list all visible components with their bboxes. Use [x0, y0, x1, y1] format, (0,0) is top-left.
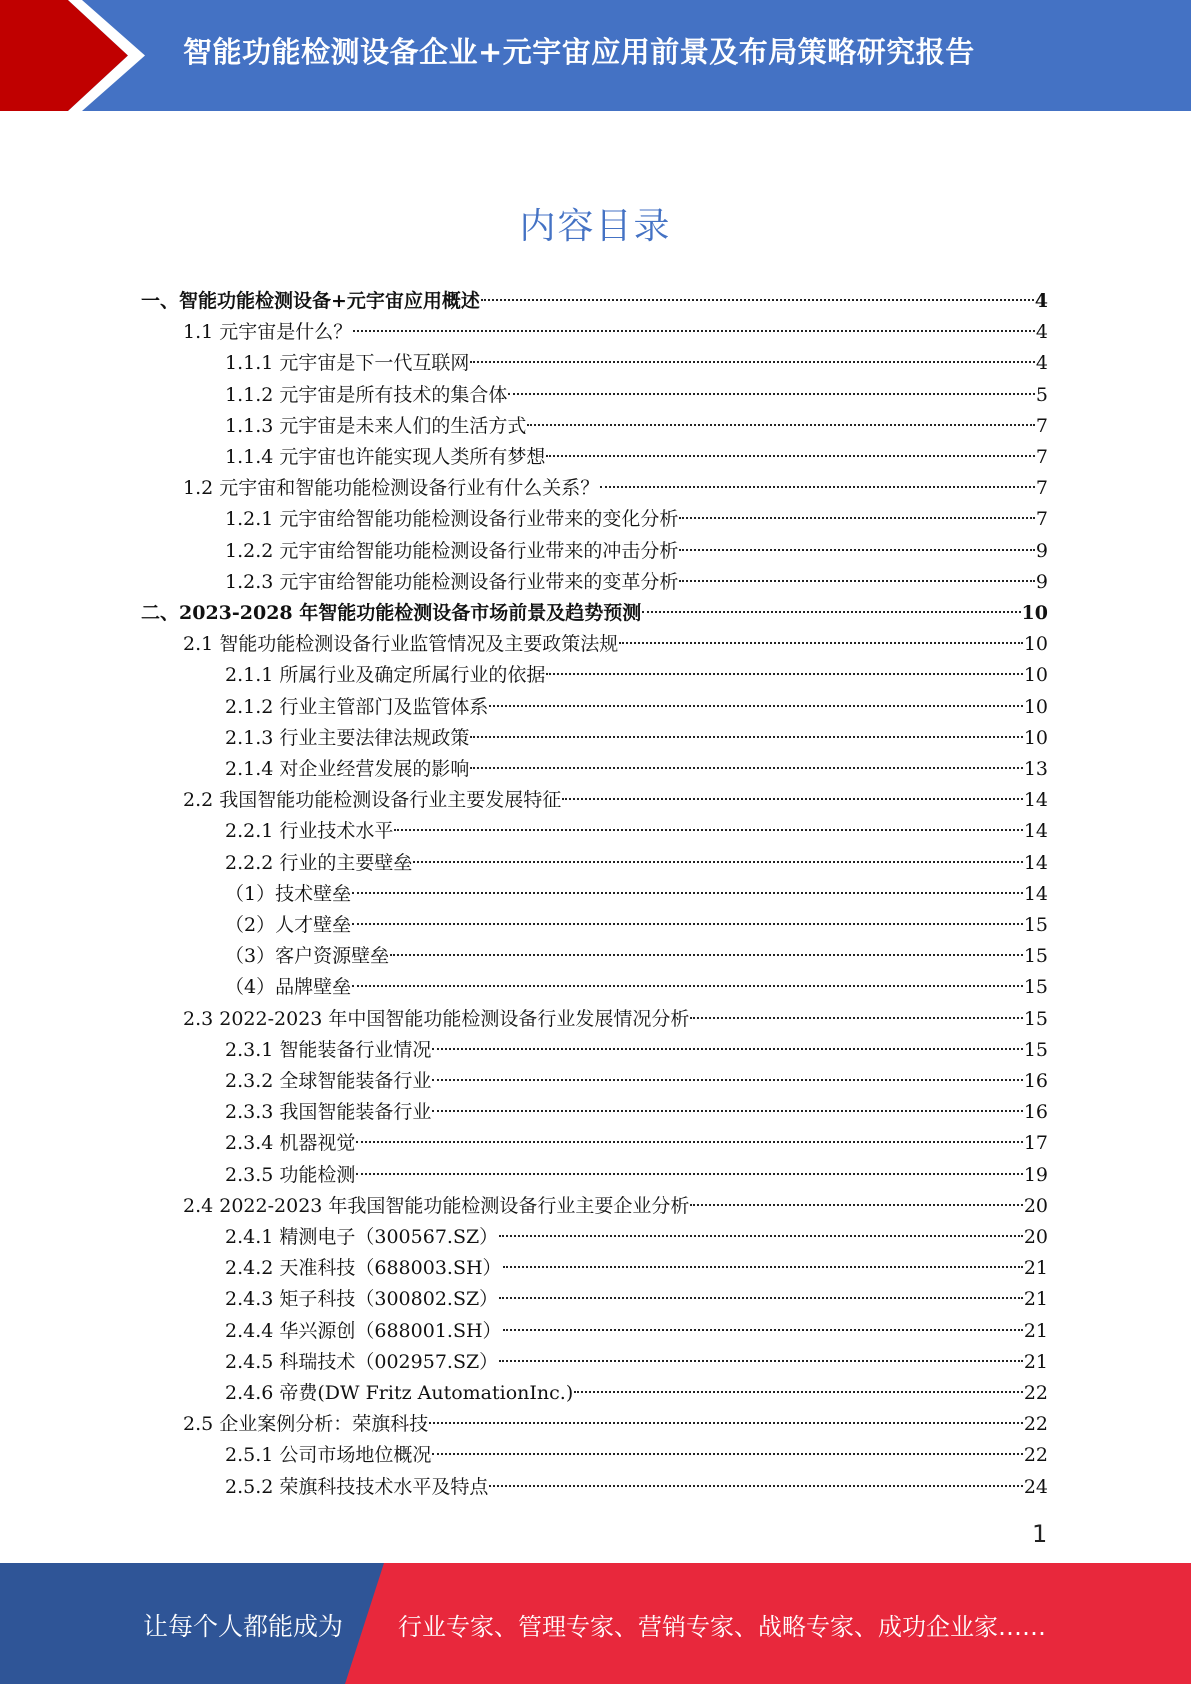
toc-entry-title: 1.2 元宇宙和智能功能检测设备行业有什么关系？ [183, 477, 600, 500]
toc-entry-title: 2.4.2 天准科技（688003.SH） [225, 1257, 502, 1280]
toc-entry-page: 15 [1023, 1038, 1048, 1061]
toc-entry-title: 1.1.4 元宇宙也许能实现人类所有梦想 [225, 446, 546, 468]
toc-entry-page: 14 [1023, 820, 1048, 843]
toc-dot-leader [679, 549, 1035, 551]
toc-entry-page: 7 [1035, 446, 1048, 468]
toc-entry-title: 1.1.2 元宇宙是所有技术的集合体 [225, 383, 508, 406]
report-title: 智能功能检测设备企业+元宇宙应用前景及布局策略研究报告 [183, 35, 975, 69]
toc-entry-title: 1.1 元宇宙是什么？ [183, 321, 353, 344]
toc-entry[interactable] [225, 754, 1048, 785]
toc-entry-title: 2.5 企业案例分析：荣旗科技 [183, 1413, 429, 1436]
toc-entry-title: 2.1.3 行业主要法律法规政策 [225, 726, 470, 749]
toc-entry-page: 10 [1023, 633, 1048, 656]
toc-entry[interactable] [225, 972, 1048, 1003]
toc-entry-page: 21 [1023, 1319, 1048, 1342]
toc-entry-title: 2.5.1 公司市场地位概况 [225, 1444, 432, 1467]
header-arrow-decoration [0, 0, 160, 111]
toc-entry-title: 2.4.5 科瑞技术（002957.SZ） [225, 1350, 499, 1373]
toc-dot-leader [503, 1329, 1023, 1331]
toc-entry-page: 15 [1023, 945, 1048, 968]
toc-entry[interactable] [225, 567, 1048, 598]
toc-entry[interactable] [225, 1378, 1048, 1409]
toc-dot-leader [527, 424, 1035, 426]
toc-dot-leader [690, 1204, 1022, 1206]
toc-entry-page: 22 [1023, 1382, 1048, 1404]
toc-entry[interactable] [183, 629, 1048, 660]
toc-entry-title: 2.1 智能功能检测设备行业监管情况及主要政策法规 [183, 633, 619, 656]
toc-dot-leader [489, 705, 1022, 707]
toc-entry-title: 2.3.1 智能装备行业情况 [225, 1038, 432, 1061]
toc-dot-leader [432, 1110, 1022, 1112]
toc-entry[interactable] [225, 692, 1048, 723]
toc-entry[interactable] [225, 910, 1048, 941]
toc-dot-leader [470, 767, 1022, 769]
toc-dot-leader [508, 393, 1035, 395]
toc-entry-page: 7 [1035, 477, 1048, 500]
toc-entry-page: 16 [1023, 1070, 1048, 1092]
toc-dot-leader [546, 673, 1022, 675]
toc-entry[interactable] [225, 442, 1048, 473]
toc-entry-page: 14 [1023, 882, 1048, 905]
toc-entry[interactable] [225, 411, 1048, 442]
toc-entry-title: 2.3.4 机器视觉 [225, 1132, 356, 1155]
toc-entry-page: 20 [1023, 1194, 1048, 1217]
toc-entry-title: 1.1.3 元宇宙是未来人们的生活方式 [225, 414, 527, 437]
toc-entry[interactable] [225, 1472, 1048, 1503]
toc-entry-page: 10 [1023, 664, 1048, 687]
toc-entry[interactable] [225, 1316, 1048, 1347]
toc-dot-leader [503, 1266, 1023, 1268]
toc-entry[interactable] [225, 1128, 1048, 1159]
toc-entry-title: 2.4.6 帝费(DW Fritz AutomationInc.) [225, 1382, 574, 1404]
toc-entry[interactable] [141, 286, 1048, 317]
toc-entry-page: 15 [1023, 1007, 1048, 1030]
toc-dot-leader [481, 299, 1034, 301]
toc-entry-page: 10 [1023, 726, 1048, 749]
toc-entry-page: 17 [1023, 1132, 1048, 1155]
toc-entry[interactable] [225, 348, 1048, 379]
toc-entry-page: 21 [1023, 1257, 1048, 1280]
footer-banner [0, 1563, 1191, 1684]
toc-entry-page: 4 [1034, 290, 1048, 312]
toc-heading: 内容目录 [519, 206, 672, 247]
toc-dot-leader [394, 829, 1022, 831]
toc-dot-leader [690, 1017, 1022, 1019]
toc-entry-page: 20 [1023, 1226, 1048, 1248]
toc-entry[interactable] [183, 1409, 1048, 1440]
toc-dot-leader [413, 861, 1022, 863]
toc-entry-title: 2.3.2 全球智能装备行业 [225, 1070, 432, 1092]
toc-dot-leader [352, 923, 1023, 925]
footer-slogan-right: 行业专家、管理专家、营销专家、战略专家、成功企业家…… [398, 1613, 1046, 1641]
toc-dot-leader [679, 517, 1035, 519]
toc-entry-page: 15 [1023, 976, 1048, 999]
toc-entry-page: 16 [1023, 1101, 1048, 1124]
toc-entry[interactable] [225, 848, 1048, 879]
toc-entry-page: 13 [1023, 758, 1048, 780]
toc-entry[interactable] [225, 380, 1048, 411]
toc-entry[interactable] [225, 504, 1048, 535]
toc-entry-page: 21 [1023, 1350, 1048, 1373]
toc-entry-title: 1.2.2 元宇宙给智能功能检测设备行业带来的冲击分析 [225, 539, 679, 562]
toc-entry-title: 一、智能功能检测设备+元宇宙应用概述 [141, 290, 480, 312]
toc-dot-leader [353, 330, 1035, 332]
toc-entry-title: 2.2.2 行业的主要壁垒 [225, 851, 413, 874]
toc-entry[interactable] [225, 660, 1048, 691]
toc-entry-page: 15 [1023, 914, 1048, 936]
toc-entry-page: 4 [1035, 321, 1048, 344]
toc-entry-page: 22 [1023, 1444, 1048, 1467]
toc-dot-leader [432, 1079, 1022, 1081]
toc-dot-leader [356, 1173, 1022, 1175]
toc-dot-leader [356, 1141, 1022, 1143]
toc-dot-leader [352, 892, 1023, 894]
toc-entry-page: 10 [1023, 695, 1048, 718]
toc-entry-page: 19 [1023, 1163, 1048, 1186]
toc-entry-page: 24 [1023, 1475, 1048, 1498]
toc-entry-title: 2.4.1 精测电子（300567.SZ） [225, 1226, 499, 1248]
toc-entry-title: 2.4 2022-2023 年我国智能功能检测设备行业主要企业分析 [183, 1194, 690, 1217]
toc-entry[interactable] [225, 1440, 1048, 1471]
toc-entry-title: 2.1.2 行业主管部门及监管体系 [225, 695, 489, 718]
toc-entry-title: 1.1.1 元宇宙是下一代互联网 [225, 352, 470, 375]
toc-entry-title: 2.3.5 功能检测 [225, 1163, 356, 1186]
toc-dot-leader [642, 611, 1020, 613]
toc-entry-page: 7 [1035, 414, 1048, 437]
toc-entry-title: 2.3 2022-2023 年中国智能功能检测设备行业发展情况分析 [183, 1007, 690, 1030]
toc-entry[interactable] [183, 317, 1048, 348]
toc-entry-page: 9 [1035, 539, 1048, 562]
toc-entry[interactable] [141, 598, 1048, 629]
toc-entry-title: 2.3.3 我国智能装备行业 [225, 1101, 432, 1124]
toc-entry-title: 2.1.4 对企业经营发展的影响 [225, 758, 470, 780]
toc-entry-title: 2.1.1 所属行业及确定所属行业的依据 [225, 664, 546, 687]
toc-entry-title: （3）客户资源壁垒 [225, 945, 390, 968]
toc-entry[interactable] [225, 941, 1048, 972]
toc-entry[interactable] [225, 1066, 1048, 1097]
toc-entry-page: 4 [1035, 352, 1048, 375]
toc-dot-leader [600, 486, 1035, 488]
toc-entry-title: 2.4.4 华兴源创（688001.SH） [225, 1319, 502, 1342]
toc-entry-title: 2.2 我国智能功能检测设备行业主要发展特征 [183, 789, 562, 812]
toc-entry[interactable] [225, 1222, 1048, 1253]
toc-entry[interactable] [225, 816, 1048, 847]
toc-entry-page: 14 [1023, 851, 1048, 874]
toc-dot-leader [619, 642, 1023, 644]
toc-dot-leader [470, 736, 1022, 738]
toc-entry-title: 2.4.3 矩子科技（300802.SZ） [225, 1288, 499, 1311]
toc-dot-leader [432, 1048, 1022, 1050]
toc-entry-page: 21 [1023, 1288, 1048, 1311]
toc-dot-leader [499, 1235, 1023, 1237]
toc-entry[interactable] [183, 473, 1048, 504]
toc-entry-title: 二、2023-2028 年智能功能检测设备市场前景及趋势预测 [141, 602, 642, 624]
toc-dot-leader [574, 1391, 1023, 1393]
toc-entry[interactable] [225, 1253, 1048, 1284]
toc-entry[interactable] [225, 1347, 1048, 1378]
toc-entry-page: 7 [1035, 508, 1048, 531]
toc-entry[interactable] [225, 536, 1048, 567]
toc-entry-title: 1.2.1 元宇宙给智能功能检测设备行业带来的变化分析 [225, 508, 679, 531]
page-number: 1 [1032, 1520, 1048, 1548]
toc-entry-page: 22 [1023, 1413, 1048, 1436]
toc-dot-leader [499, 1297, 1023, 1299]
toc-entry[interactable] [183, 1191, 1048, 1222]
toc-entry[interactable] [225, 1097, 1048, 1128]
toc-entry-page: 14 [1023, 789, 1048, 812]
toc-entry[interactable] [225, 1160, 1048, 1191]
toc-dot-leader [390, 954, 1023, 956]
toc-dot-leader [432, 1453, 1022, 1455]
header-banner [0, 0, 1191, 111]
toc-entry-title: （2）人才壁垒 [225, 914, 352, 936]
footer-slogan-left: 让每个人都能成为 [143, 1612, 344, 1641]
toc-entry[interactable] [225, 723, 1048, 754]
toc-dot-leader [489, 1485, 1022, 1487]
toc-dot-leader [470, 361, 1035, 363]
toc-entry[interactable] [225, 1035, 1048, 1066]
toc-entry-page: 10 [1021, 602, 1048, 624]
toc-entry[interactable] [225, 1284, 1048, 1315]
toc-dot-leader [546, 455, 1035, 457]
toc-dot-leader [562, 798, 1023, 800]
toc-entry-title: 2.2.1 行业技术水平 [225, 820, 394, 843]
toc-entry[interactable] [183, 785, 1048, 816]
toc-entry-page: 5 [1035, 383, 1048, 406]
toc-entry-title: （4）品牌壁垒 [225, 976, 352, 999]
toc-entry-title: 2.5.2 荣旗科技技术水平及特点 [225, 1475, 489, 1498]
toc-entry-page: 9 [1035, 570, 1048, 593]
toc-dot-leader [352, 985, 1023, 987]
toc-dot-leader [429, 1422, 1023, 1424]
toc-entry[interactable] [225, 879, 1048, 910]
toc-entry-title: 1.2.3 元宇宙给智能功能检测设备行业带来的变革分析 [225, 570, 679, 593]
toc-dot-leader [679, 580, 1035, 582]
toc-dot-leader [499, 1360, 1023, 1362]
toc-entry[interactable] [183, 1004, 1048, 1035]
toc-entry-title: （1）技术壁垒 [225, 882, 352, 905]
